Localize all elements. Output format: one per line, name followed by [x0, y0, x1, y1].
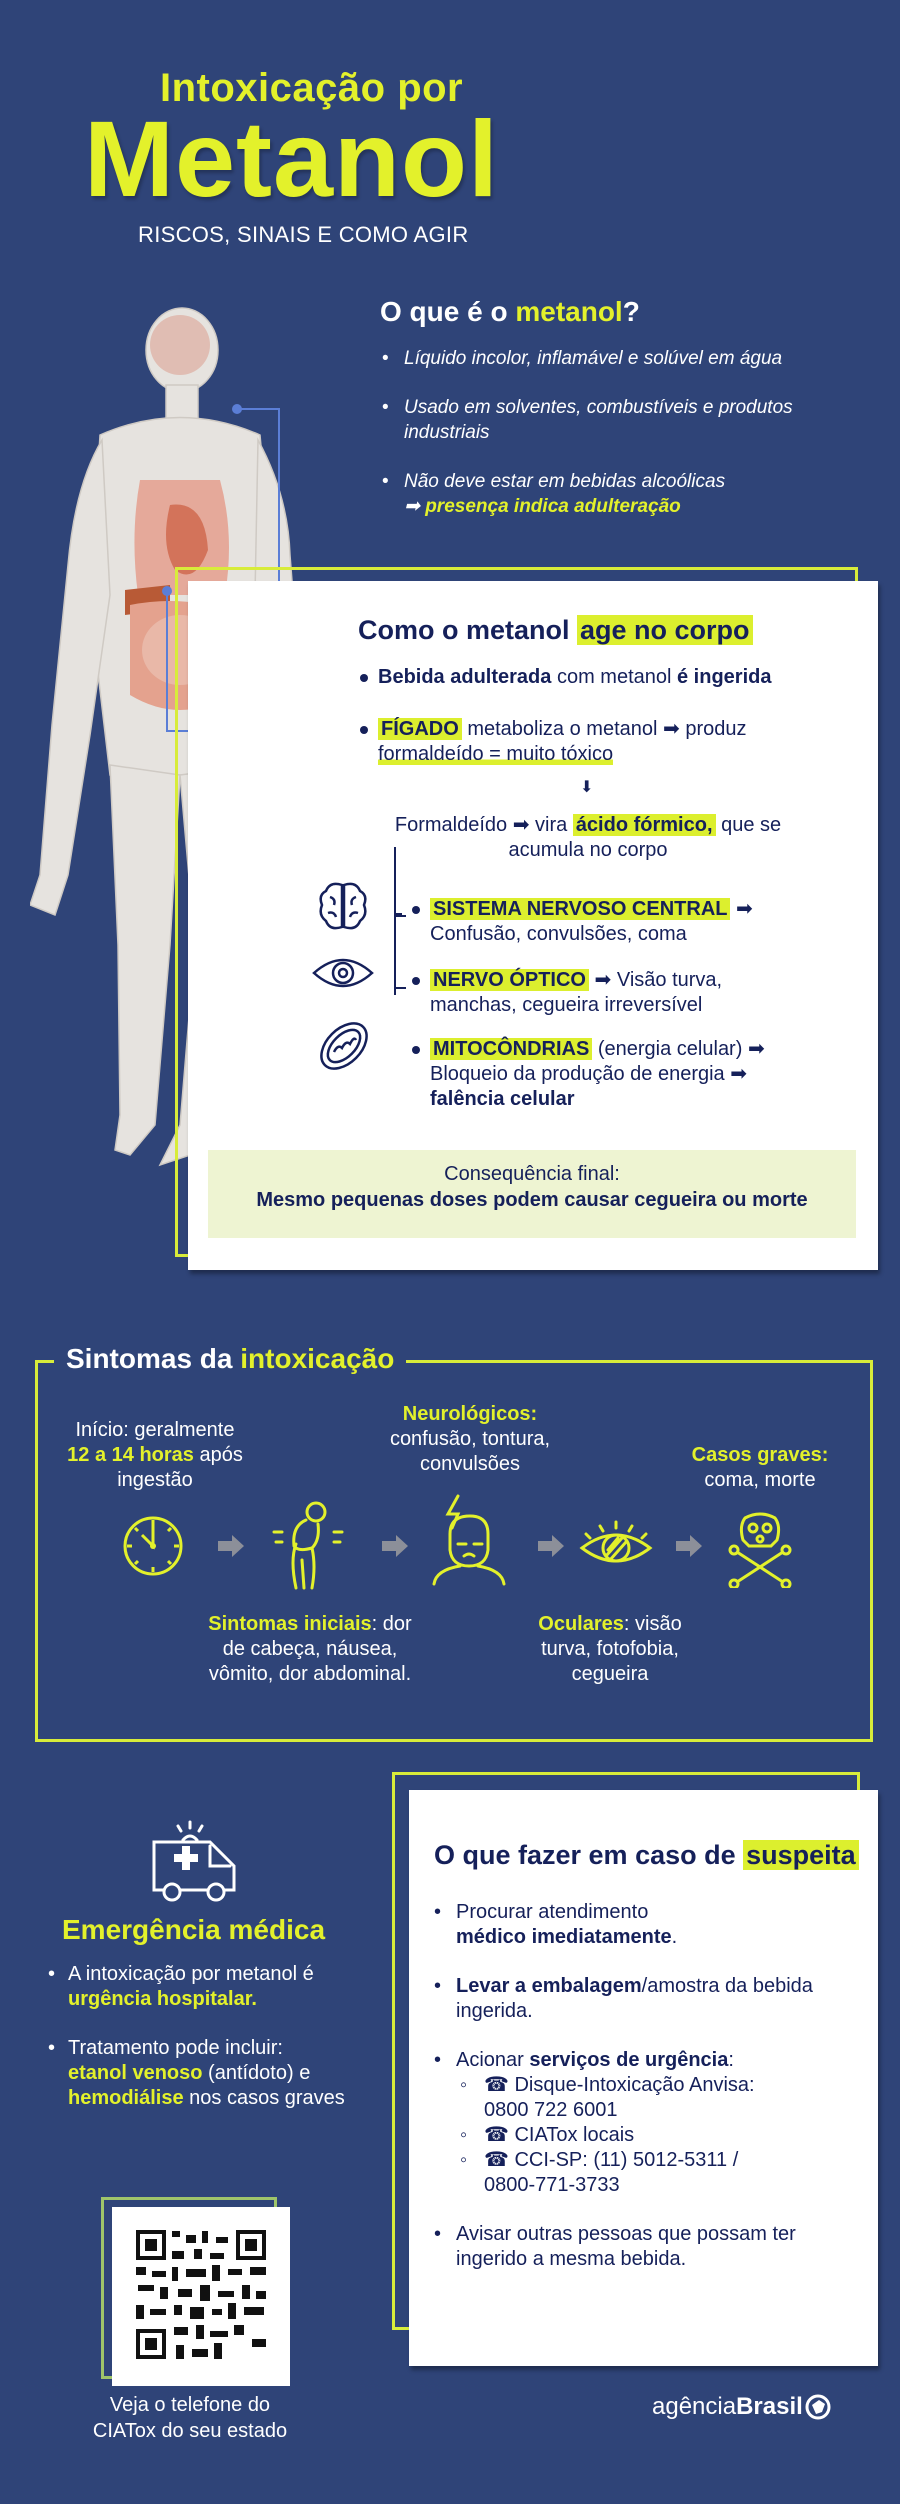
symptom-neurological: Neurológicos: confusão, tontura, convulsões — [389, 1403, 551, 1475]
contact-anvisa: ◦ ☎ Disque-Intoxicação Anvisa: 0800 722 6001 — [456, 2073, 776, 2123]
what-to-do-card — [409, 1790, 878, 2366]
headache-icon — [428, 1494, 510, 1586]
brazil-map-icon — [805, 2394, 831, 2420]
symptom-initial: Sintomas iniciais: dor de cabeça, náusea, vômito, dor abdominal. — [208, 1613, 412, 1685]
what-is-item: • Líquido incolor, inflamável e solúvel em água — [380, 346, 880, 371]
symptom-ocular: Oculares: visão turva, fotofobia, cegueira — [538, 1613, 682, 1685]
what-is-methanol-section — [380, 296, 880, 543]
what-is-heading: O que é o metanol? — [380, 296, 640, 327]
emergency-item: • A intoxicação por metanol é urgência hospitalar. — [46, 1962, 386, 2012]
symptoms-heading: Sintomas da intoxicação — [54, 1343, 406, 1375]
what-is-item: • Não deve estar em bebidas alcoólicas ➡ presença indica adulteração — [380, 469, 880, 519]
symptom-onset: Início: geralmente 12 a 14 horas após ingestão — [67, 1419, 243, 1491]
title-small: Intoxicação por — [160, 66, 464, 110]
target-optic-nerve: NERVO ÓPTICO ➡ Visão turva, manchas, cegueira irreversível — [430, 968, 722, 1018]
emergency-heading: Emergência médica — [62, 1914, 326, 1945]
emergency-item: • Tratamento pode incluir: etanol venoso (antídoto) e hemodiálise nos casos graves — [46, 2036, 386, 2111]
skull-crossbones-icon — [727, 1512, 793, 1588]
mitochondria-icon — [316, 1018, 372, 1074]
what-to-do-item: • Avisar outras pessoas que possam ter ingerido a mesma bebida. — [434, 2222, 864, 2272]
qr-code-image — [112, 2207, 290, 2386]
what-to-do-heading: O que fazer em caso de suspeita — [434, 1840, 859, 1871]
qr-code[interactable] — [112, 2207, 290, 2386]
what-is-item: • Usado em solventes, combustíveis e produtos industriais — [380, 395, 800, 445]
abdominal-pain-icon — [272, 1500, 344, 1592]
eye-icon — [312, 953, 374, 993]
brain-icon — [316, 879, 370, 933]
connector-line — [166, 590, 168, 731]
subtitle: RISCOS, SINAIS E COMO AGIR — [138, 222, 469, 247]
contact-list — [456, 2073, 864, 2198]
arrow-right-icon — [382, 1535, 408, 1557]
tree-line — [394, 847, 396, 995]
final-consequence-box: Consequência final: Mesmo pequenas doses podem causar cegueira ou morte — [208, 1150, 856, 1238]
what-to-do-item: • Procurar atendimento médico imediatamente. — [434, 1900, 864, 1950]
what-to-do-item: • Levar a embalagem/amostra da bebida ingerida. — [434, 1974, 864, 2024]
how-it-acts-heading: Como o metanol age no corpo — [358, 615, 753, 646]
target-mitochondria: MITOCÔNDRIAS (energia celular) ➡ Bloqueio da produção de energia ➡ falência celular — [430, 1037, 765, 1112]
target-cns: SISTEMA NERVOSO CENTRAL ➡ Confusão, convulsões, coma — [430, 897, 753, 947]
arrow-down-icon: ⬇ — [580, 779, 594, 796]
connector-line — [237, 408, 279, 410]
arrow-right-icon: ➡ — [404, 496, 420, 517]
contact-cci-sp: ◦ ☎ CCI-SP: (11) 5012-5311 / 0800-771-3733 — [456, 2148, 756, 2198]
blurred-eye-icon — [578, 1520, 654, 1572]
step-formic-acid: Formaldeído ➡ vira ácido fórmico, que se acumula no corpo — [394, 814, 782, 861]
agencia-brasil-logo: agência Brasil — [652, 2393, 831, 2421]
qr-caption: Veja o telefone do CIATox do seu estado — [92, 2394, 288, 2442]
arrow-right-icon — [676, 1535, 702, 1557]
arrow-right-icon — [538, 1535, 564, 1557]
page-title: Metanol — [84, 98, 500, 219]
clock-icon — [122, 1515, 184, 1577]
step-ingestion: Bebida adulterada com metanol é ingerida — [378, 665, 771, 690]
arrow-right-icon — [218, 1535, 244, 1557]
contact-ciatox: ◦ ☎ CIATox locais — [456, 2123, 864, 2148]
what-to-do-item: • Acionar serviços de urgência: ◦ ☎ Disque-Intoxicação Anvisa: 0800 722 6001 ◦ ☎ CIATox locais ◦ ☎ CCI-SP: (11) 5012-5311 / 0800-771-3733 — [434, 2048, 864, 2198]
symptom-severe: Casos graves: coma, morte — [691, 1444, 829, 1491]
step-liver: FÍGADO metaboliza o metanol ➡ produz formaldeído = muito tóxico — [378, 717, 746, 767]
how-it-acts-card — [188, 581, 878, 1270]
ambulance-icon — [150, 1820, 242, 1906]
emergency-list — [46, 1962, 386, 2135]
what-to-do-list — [434, 1900, 864, 2296]
